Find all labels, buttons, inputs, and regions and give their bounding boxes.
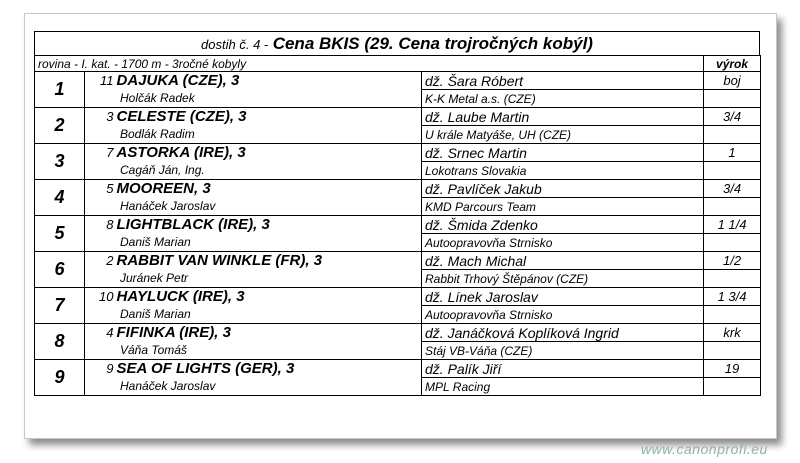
- result-row: [35, 288, 761, 306]
- result-subrow: [35, 378, 761, 396]
- result-row: [35, 144, 761, 162]
- margin: 1 3/4: [704, 288, 761, 306]
- place: 4: [35, 180, 85, 216]
- start-number: 7: [85, 144, 115, 162]
- margin: boj: [704, 72, 761, 90]
- result-subrow: [35, 162, 761, 180]
- trainer-name: Daniš Marian: [85, 306, 422, 324]
- margin: 19: [704, 360, 761, 378]
- result-row: [35, 252, 761, 270]
- trainer-name: Daniš Marian: [85, 234, 422, 252]
- horse-name: RABBIT VAN WINKLE (FR), 3: [115, 252, 422, 270]
- owner-name: Rabbit Trhový Štěpánov (CZE): [422, 270, 704, 288]
- result-row: [35, 108, 761, 126]
- margin-blank: [704, 198, 761, 216]
- place: 2: [35, 108, 85, 144]
- jockey-name: dž. Srnec Martin: [422, 144, 704, 162]
- margin-blank: [704, 378, 761, 396]
- jockey-name: dž. Šara Róbert: [422, 72, 704, 90]
- margin-blank: [704, 270, 761, 288]
- place: 9: [35, 360, 85, 396]
- horse-name: HAYLUCK (IRE), 3: [115, 288, 422, 306]
- margin-blank: [704, 126, 761, 144]
- jockey-name: dž. Janáčková Koplíková Ingrid: [422, 324, 704, 342]
- result-subrow: [35, 234, 761, 252]
- trainer-name: Juránek Petr: [85, 270, 422, 288]
- result-row: [35, 180, 761, 198]
- margin: 1: [704, 144, 761, 162]
- margin-blank: [704, 342, 761, 360]
- start-number: 3: [85, 108, 115, 126]
- start-number: 8: [85, 216, 115, 234]
- owner-name: U krále Matyáše, UH (CZE): [422, 126, 704, 144]
- margin: 3/4: [704, 108, 761, 126]
- jockey-name: dž. Mach Michal: [422, 252, 704, 270]
- result-subrow: [35, 306, 761, 324]
- start-number: 10: [85, 288, 115, 306]
- margin: krk: [704, 324, 761, 342]
- result-row: [35, 324, 761, 342]
- race-title: [34, 31, 760, 55]
- start-number: 2: [85, 252, 115, 270]
- margin-blank: [704, 162, 761, 180]
- start-number: 5: [85, 180, 115, 198]
- place: 3: [35, 144, 85, 180]
- result-subrow: [35, 270, 761, 288]
- race-conditions: rovina - I. kat. - 1700 m - 3ročné kobyly: [35, 56, 704, 72]
- result-subrow: [35, 90, 761, 108]
- result-subrow: [35, 126, 761, 144]
- horse-name: ASTORKA (IRE), 3: [115, 144, 422, 162]
- margin-blank: [704, 90, 761, 108]
- start-number: 11: [85, 72, 115, 90]
- jockey-name: dž. Šmida Zdenko: [422, 216, 704, 234]
- horse-name: FIFINKA (IRE), 3: [115, 324, 422, 342]
- place: 5: [35, 216, 85, 252]
- jockey-name: dž. Línek Jaroslav: [422, 288, 704, 306]
- result-subrow: [35, 342, 761, 360]
- margin-blank: [704, 234, 761, 252]
- watermark: www.canonprofi.eu: [641, 441, 768, 457]
- conditions-row: [35, 56, 761, 72]
- jockey-name: dž. Pavlíček Jakub: [422, 180, 704, 198]
- place: 1: [35, 72, 85, 108]
- trainer-name: Cagáň Ján, Ing.: [85, 162, 422, 180]
- owner-name: KMD Parcours Team: [422, 198, 704, 216]
- start-number: 4: [85, 324, 115, 342]
- place: 7: [35, 288, 85, 324]
- trainer-name: Váňa Tomáš: [85, 342, 422, 360]
- margin-blank: [704, 306, 761, 324]
- owner-name: Autoopravovňa Strnisko: [422, 234, 704, 252]
- horse-name: DAJUKA (CZE), 3: [115, 72, 422, 90]
- trainer-name: Hanáček Jaroslav: [85, 378, 422, 396]
- margin: 3/4: [704, 180, 761, 198]
- race-number: dostih č. 4 -: [201, 37, 269, 52]
- margin: 1 1/4: [704, 216, 761, 234]
- start-number: 9: [85, 360, 115, 378]
- result-row: [35, 72, 761, 90]
- winnings-header: výrok: [704, 56, 761, 72]
- race-result-sheet: [34, 31, 760, 396]
- trainer-name: Bodlák Radim: [85, 126, 422, 144]
- results-table: [34, 55, 761, 396]
- place: 8: [35, 324, 85, 360]
- jockey-name: dž. Laube Martin: [422, 108, 704, 126]
- owner-name: K-K Metal a.s. (CZE): [422, 90, 704, 108]
- result-row: [35, 216, 761, 234]
- owner-name: MPL Racing: [422, 378, 704, 396]
- owner-name: Stáj VB-Váňa (CZE): [422, 342, 704, 360]
- horse-name: CELESTE (CZE), 3: [115, 108, 422, 126]
- margin: 1/2: [704, 252, 761, 270]
- trainer-name: Holčák Radek: [85, 90, 422, 108]
- trainer-name: Hanáček Jaroslav: [85, 198, 422, 216]
- owner-name: Lokotrans Slovakia: [422, 162, 704, 180]
- result-subrow: [35, 198, 761, 216]
- place: 6: [35, 252, 85, 288]
- result-row: [35, 360, 761, 378]
- jockey-name: dž. Palík Jiří: [422, 360, 704, 378]
- race-name: Cena BKIS (29. Cena trojročných kobýl): [272, 34, 593, 53]
- horse-name: SEA OF LIGHTS (GER), 3: [115, 360, 422, 378]
- horse-name: MOOREEN, 3: [115, 180, 422, 198]
- horse-name: LIGHTBLACK (IRE), 3: [115, 216, 422, 234]
- owner-name: Autoopravovňa Strnisko: [422, 306, 704, 324]
